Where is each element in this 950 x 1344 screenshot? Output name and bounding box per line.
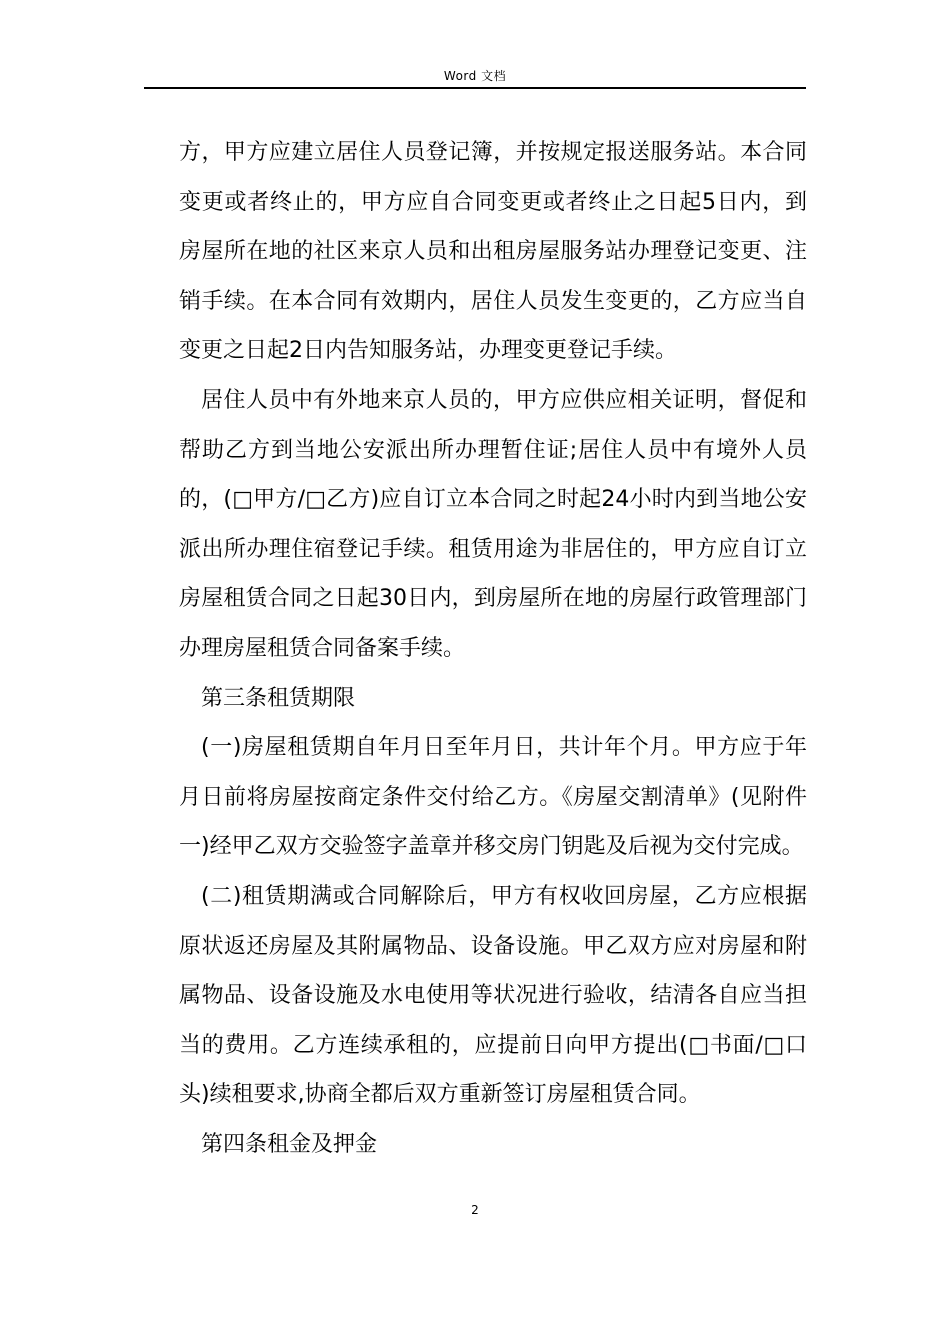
header-divider <box>144 87 806 89</box>
paragraph-2: 居住人员中有外地来京人员的，甲方应供应相关证明，督促和帮助乙方到当地公安派出所办理暂住证;居住人员中有境外人员的，(□甲方/□乙方)应自订立本合同之时起24小时内到当地公安派出所办理住宿登记手续。租赁用途为非居住的，甲方应自订立房屋租赁合同之日起30日内，到房屋所在地的房屋行政管理部门办理房屋租赁合同备案手续。 <box>179 387 807 661</box>
document-body <box>179 128 807 1169</box>
paragraph-1: 方，甲方应建立居住人员登记簿，并按规定报送服务站。本合同变更或者终止的，甲方应自合同变更或者终止之日起5日内，到房屋所在地的社区来京人员和出租房屋服务站办理登记变更、注销手续。在本合同有效期内，居住人员发生变更的，乙方应当自变更之日起2日内告知服务站，办理变更登记手续。 <box>179 140 807 364</box>
paragraph-4: (二)租赁期满或合同解除后，甲方有权收回房屋，乙方应根据原状返还房屋及其附属物品、设备设施。甲乙双方应对房屋和附属物品、设备设施及水电使用等状况进行验收，结清各自应当担当的费用。乙方连续承租的，应提前日向甲方提出(□书面/□口头)续租要求,协商全都后双方重新签订房屋租赁合同。 <box>179 883 807 1108</box>
paragraph-3: (一)房屋租赁期自年月日至年月日，共计年个月。甲方应于年月日前将房屋按商定条件交付给乙方。《房屋交割清单》(见附件一)经甲乙双方交验签字盖章并移交房门钥匙及后视为交付完成。 <box>179 735 807 860</box>
page-number: 2 <box>471 1203 479 1217</box>
section-heading-article-4: 第四条租金及押金 <box>201 1131 378 1157</box>
section-heading-article-3: 第三条租赁期限 <box>201 685 356 711</box>
page-header: Word 文档 <box>443 69 507 83</box>
